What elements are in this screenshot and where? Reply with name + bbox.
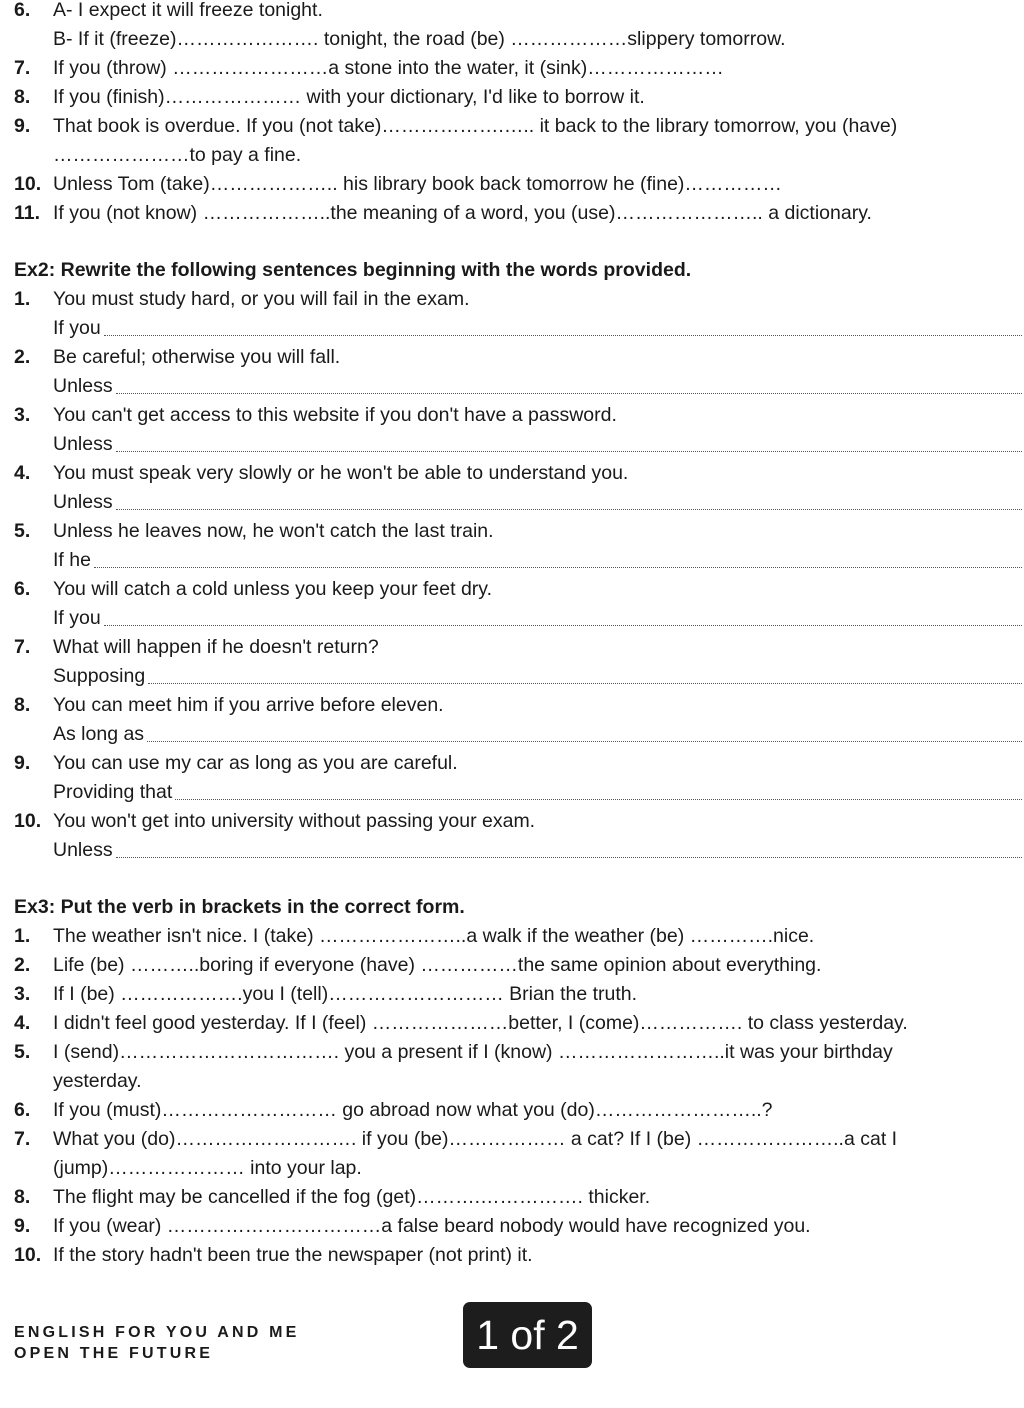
item-number: 8.: [14, 86, 31, 108]
rewrite-sentence-line: [14, 575, 1024, 604]
item-number: 11.: [14, 202, 41, 224]
rewrite-sentence: Unless he leaves now, he won't catch the last train.: [53, 520, 494, 542]
item-text: Life (be) ………..boring if everyone (have) ……………the same opinion about everything.: [53, 954, 822, 976]
footer-line-1: ENGLISH FOR YOU AND ME: [14, 1324, 300, 1341]
answer-prompt: If you: [53, 317, 101, 339]
rewrite-sentence-line: [14, 285, 1024, 314]
item-text: If you (must)……………………… go abroad now what you (do)……………………..?: [53, 1099, 773, 1121]
rewrite-sentence: What will happen if he doesn't return?: [53, 636, 379, 658]
rewrite-sentence: You can use my car as long as you are careful.: [53, 752, 458, 774]
rewrite-sentence: You can meet him if you arrive before eleven.: [53, 694, 444, 716]
exercise-item-line: [14, 1154, 1024, 1183]
item-number: 3.: [14, 404, 31, 426]
exercise-item-line: [14, 83, 1024, 112]
item-number: 7.: [14, 636, 31, 658]
rewrite-answer-line: [14, 430, 1024, 459]
item-number: 6.: [14, 578, 31, 600]
item-text: Unless Tom (take)……………….. his library book back tomorrow he (fine)……………: [53, 173, 782, 195]
answer-blank[interactable]: [148, 682, 1022, 684]
item-text: I didn't feel good yesterday. If I (feel) …………………better, I (come)……………. to class yesterday.: [53, 1012, 908, 1034]
exercise-item-line: [14, 1241, 1024, 1270]
exercise-item-line: [14, 1009, 1024, 1038]
exercise-item-line: [14, 1096, 1024, 1125]
rewrite-sentence: You must speak very slowly or he won't be able to understand you.: [53, 462, 629, 484]
item-number: 7.: [14, 1128, 31, 1150]
item-text: That book is overdue. If you (not take)……………….….. it back to the library tomorrow, you (have): [53, 115, 898, 137]
item-text: yesterday.: [53, 1070, 142, 1092]
exercise-item-line: [14, 922, 1024, 951]
rewrite-answer-line: [14, 546, 1024, 575]
item-number: 1.: [14, 288, 31, 310]
rewrite-answer-line: [14, 778, 1024, 807]
rewrite-sentence-line: [14, 807, 1024, 836]
answer-blank[interactable]: [104, 624, 1022, 626]
answer-blank[interactable]: [175, 798, 1022, 800]
rewrite-sentence-line: [14, 749, 1024, 778]
item-number: 5.: [14, 520, 31, 542]
answer-prompt: Unless: [53, 491, 113, 513]
answer-blank[interactable]: [116, 450, 1022, 452]
answer-blank-row[interactable]: [53, 314, 1022, 343]
answer-blank[interactable]: [147, 740, 1022, 742]
item-text: If you (wear) ……………………………a false beard nobody would have recognized you.: [53, 1215, 811, 1237]
exercise-3: [14, 893, 1024, 1270]
item-number: 9.: [14, 1215, 31, 1237]
item-text: What you (do)………………………. if you (be)……………… a cat? If I (be) …………………..a cat I: [53, 1128, 898, 1150]
item-number: 10.: [14, 173, 42, 195]
rewrite-sentence: You can't get access to this website if you don't have a password.: [53, 404, 617, 426]
answer-prompt: Unless: [53, 433, 113, 455]
answer-blank-row[interactable]: [53, 488, 1022, 517]
answer-blank-row[interactable]: [53, 836, 1022, 865]
rewrite-sentence-line: [14, 459, 1024, 488]
footer-brand: [14, 1322, 300, 1364]
exercise-item-line: [14, 170, 1024, 199]
item-number: 9.: [14, 752, 31, 774]
answer-blank-row[interactable]: [53, 430, 1022, 459]
exercise-3-heading: Ex3: Put the verb in brackets in the correct form.: [14, 896, 465, 918]
rewrite-sentence: You will catch a cold unless you keep your feet dry.: [53, 578, 492, 600]
item-text: If the story hadn't been true the newspaper (not print) it.: [53, 1244, 533, 1266]
item-number: 2.: [14, 954, 31, 976]
answer-blank-row[interactable]: [53, 662, 1022, 691]
item-number: 3.: [14, 983, 31, 1005]
exercise-item-line: [14, 25, 1024, 54]
item-number: 10.: [14, 1244, 42, 1266]
item-number: 2.: [14, 346, 31, 368]
answer-prompt: Providing that: [53, 781, 173, 803]
exercise-1-continued: [14, 0, 1024, 228]
exercise-2: [14, 256, 1024, 865]
item-number: 8.: [14, 1186, 31, 1208]
rewrite-answer-line: [14, 720, 1024, 749]
rewrite-sentence: Be careful; otherwise you will fall.: [53, 346, 341, 368]
answer-prompt: If he: [53, 549, 91, 571]
item-number: 4.: [14, 462, 31, 484]
answer-blank[interactable]: [94, 566, 1022, 568]
item-text: If I (be) ……………….you I (tell)……………………… Brian the truth.: [53, 983, 638, 1005]
item-text: …………………to pay a fine.: [53, 144, 302, 166]
item-number: 6.: [14, 1099, 31, 1121]
answer-blank[interactable]: [116, 856, 1022, 858]
answer-blank-row[interactable]: [53, 546, 1022, 575]
item-text: If you (not know) ………………..the meaning of a word, you (use)………………….. a dictionary.: [53, 202, 872, 224]
rewrite-sentence: You won't get into university without passing your exam.: [53, 810, 536, 832]
exercise-item-line: [14, 1183, 1024, 1212]
exercise-item-line: [14, 0, 1024, 25]
exercise-item-line: [14, 112, 1024, 141]
answer-prompt: If you: [53, 607, 101, 629]
answer-blank-row[interactable]: [53, 778, 1022, 807]
answer-blank-row[interactable]: [53, 720, 1022, 749]
item-text: A- I expect it will freeze tonight.: [53, 0, 323, 21]
item-text: The flight may be cancelled if the fog (get)……….……………. thicker.: [53, 1186, 651, 1208]
item-text: If you (finish)………………… with your dictionary, I'd like to borrow it.: [53, 86, 645, 108]
exercise-item-line: [14, 1038, 1024, 1067]
exercise-item-line: [14, 951, 1024, 980]
rewrite-answer-line: [14, 604, 1024, 633]
exercise-item-line: [14, 199, 1024, 228]
answer-blank[interactable]: [116, 392, 1022, 394]
item-number: 8.: [14, 694, 31, 716]
item-number: 6.: [14, 0, 31, 21]
item-number: 4.: [14, 1012, 31, 1034]
item-number: 10.: [14, 810, 42, 832]
item-text: If you (throw) ……………………a stone into the water, it (sink)…………………: [53, 57, 724, 79]
answer-prompt: Supposing: [53, 665, 146, 687]
rewrite-sentence-line: [14, 401, 1024, 430]
footer-line-2: OPEN THE FUTURE: [14, 1345, 214, 1362]
rewrite-answer-line: [14, 836, 1024, 865]
item-number: 5.: [14, 1041, 31, 1063]
answer-blank-row[interactable]: [53, 372, 1022, 401]
item-text: (jump)………………… into your lap.: [53, 1157, 362, 1179]
rewrite-sentence-line: [14, 343, 1024, 372]
rewrite-sentence-line: [14, 691, 1024, 720]
rewrite-sentence-line: [14, 517, 1024, 546]
answer-blank[interactable]: [116, 508, 1022, 510]
rewrite-answer-line: [14, 488, 1024, 517]
rewrite-answer-line: [14, 372, 1024, 401]
exercise-item-line: [14, 1212, 1024, 1241]
item-number: 9.: [14, 115, 31, 137]
rewrite-answer-line: [14, 314, 1024, 343]
item-text: B- If it (freeze)…………………. tonight, the road (be) ………………slippery tomorrow.: [53, 28, 786, 50]
answer-prompt: As long as: [53, 723, 145, 745]
item-text: I (send)……………………………. you a present if I (know) ……………………..it was your birthday: [53, 1041, 893, 1063]
item-number: 7.: [14, 57, 31, 79]
page-indicator: 1 of 2: [463, 1302, 592, 1368]
answer-prompt: Unless: [53, 375, 113, 397]
rewrite-sentence: You must study hard, or you will fail in the exam.: [53, 288, 470, 310]
exercise-item-line: [14, 1125, 1024, 1154]
rewrite-answer-line: [14, 662, 1024, 691]
answer-blank[interactable]: [104, 334, 1022, 336]
item-text: The weather isn't nice. I (take) …………………..a walk if the weather (be) ………….nice.: [53, 925, 815, 947]
rewrite-sentence-line: [14, 633, 1024, 662]
exercise-item-line: [14, 54, 1024, 83]
exercise-2-heading: Ex2: Rewrite the following sentences beginning with the words provided.: [14, 259, 692, 281]
item-number: 1.: [14, 925, 31, 947]
answer-prompt: Unless: [53, 839, 113, 861]
exercise-item-line: [14, 980, 1024, 1009]
exercise-item-line: [14, 1067, 1024, 1096]
answer-blank-row[interactable]: [53, 604, 1022, 633]
exercise-item-line: [14, 141, 1024, 170]
